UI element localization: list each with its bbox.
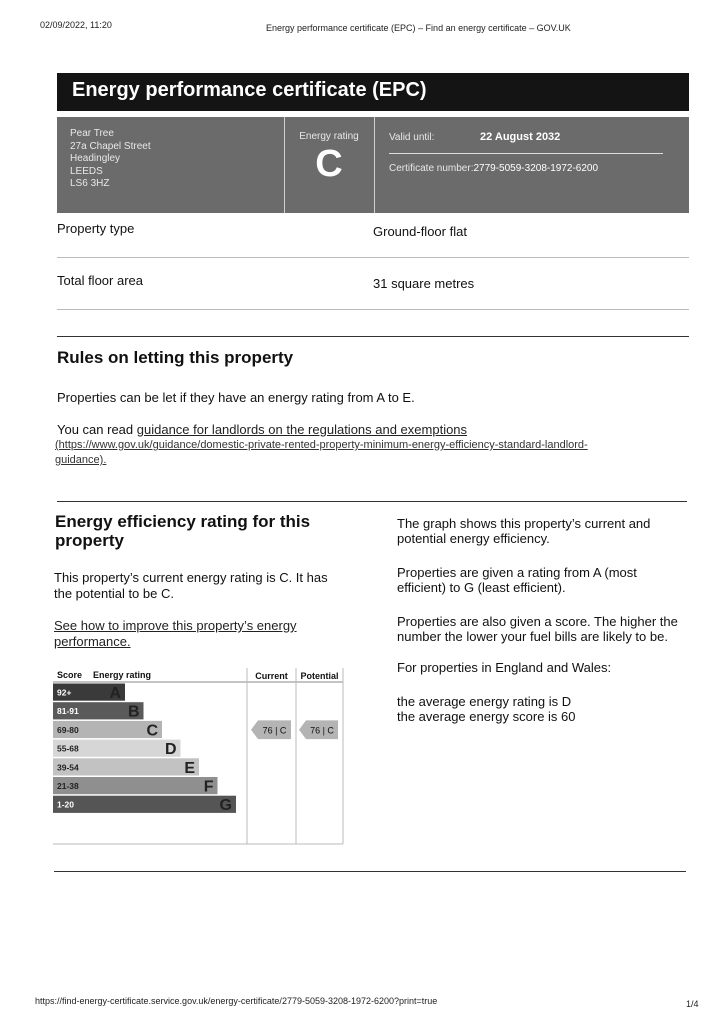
score-explanation (397, 614, 678, 644)
guidance-url[interactable]: (https://www.gov.uk/guidance/domestic-private-rented-property-minimum-energy-efficiency-standard-landlord- (55, 439, 588, 451)
efficiency-heading (55, 512, 310, 550)
explanation-line: Properties are given a rating from A (most (397, 565, 637, 580)
rating-explanation (397, 565, 637, 595)
current-rating-marker-label: 76 | C (262, 725, 287, 736)
valid-until-label: Valid until: (389, 132, 435, 143)
address-line: Headingley (70, 153, 121, 164)
floor-area-value: 31 square metres (373, 276, 475, 291)
page-title: Energy performance certificate (EPC) (57, 73, 689, 111)
explanation-line: potential energy efficiency. (397, 531, 550, 546)
current-rating-text (54, 570, 328, 602)
england-wales-label: For properties in England and Wales: (397, 660, 612, 675)
page-number: 1/4 (686, 999, 699, 1009)
band-score-range: 21-38 (57, 781, 79, 791)
letting-heading: Rules on letting this property (57, 348, 294, 367)
average-score: the average energy score is 60 (397, 709, 576, 724)
property-type-label: Property type (57, 221, 135, 236)
property-type-value: Ground-floor flat (373, 224, 467, 239)
current-rating-line: This property’s current energy rating is C. It has (54, 570, 328, 585)
chart-header-rating: Energy rating (93, 670, 152, 680)
chart-header-score: Score (57, 670, 83, 680)
explanation-line: Properties are also given a score. The higher the (397, 614, 678, 629)
band-score-range: 92+ (57, 687, 72, 698)
print-page-title: Energy performance certificate (EPC) – Find an energy certificate – GOV.UK (266, 23, 571, 33)
band-letter: G (219, 797, 232, 815)
certificate-number-label: Certificate number: (389, 163, 474, 174)
divider (374, 117, 375, 213)
band-letter: B (127, 703, 140, 721)
energy-rating-letter: C (315, 143, 343, 185)
band-letter: A (109, 685, 121, 702)
certificate-number (389, 163, 598, 174)
section-divider (57, 501, 687, 502)
print-datetime: 02/09/2022, 11:20 (40, 20, 112, 30)
improve-link-line[interactable]: See how to improve this property’s energy (54, 618, 297, 633)
averages (397, 694, 576, 724)
valid-until-value: 22 August 2032 (480, 131, 561, 143)
address-line: LEEDS (70, 165, 103, 177)
band-bar (53, 796, 236, 813)
average-rating: the average energy rating is D (397, 694, 572, 709)
band-letter: D (164, 741, 177, 759)
section-divider (54, 871, 686, 872)
certificate-number-value: 2779-5059-3208-1972-6200 (473, 163, 599, 174)
address-line: Pear Tree (70, 128, 114, 139)
band-letter: C (146, 722, 158, 740)
explanation-line: number the lower your fuel bills are likely to be. (397, 629, 668, 644)
improve-link-line[interactable]: performance. (54, 634, 131, 649)
potential-rating-marker-label: 76 | C (310, 725, 334, 736)
divider (57, 309, 689, 310)
section-divider (57, 336, 689, 337)
current-rating-line: the potential to be C. (54, 586, 174, 601)
guidance-paragraph (57, 422, 467, 438)
guidance-link[interactable]: guidance for landlords on the regulations and exemptions (136, 422, 468, 437)
property-address (70, 128, 151, 191)
guidance-url-end[interactable]: guidance). (55, 454, 107, 466)
energy-rating-chart (53, 668, 345, 846)
band-letter: F (203, 778, 214, 796)
graph-explanation (397, 516, 650, 546)
band-score-range: 1-20 (57, 799, 75, 810)
efficiency-heading-line: property (55, 531, 124, 550)
band-score-range: 81-91 (57, 706, 79, 717)
divider (57, 257, 689, 258)
chart-header-current: Current (255, 671, 288, 681)
address-line: LS6 3HZ (70, 178, 110, 189)
print-url: https://find-energy-certificate.service.gov.uk/energy-certificate/2779-5059-3208-1972-6200?print=true (35, 996, 438, 1006)
improve-performance-link[interactable] (54, 618, 297, 650)
divider (389, 153, 663, 154)
efficiency-heading-line: Energy efficiency rating for this (55, 512, 311, 531)
address-line: 27a Chapel Street (70, 140, 151, 152)
energy-rating-label: Energy rating (299, 131, 359, 142)
chart-header-potential: Potential (300, 671, 339, 681)
band-letter: E (184, 759, 195, 777)
band-score-range: 55-68 (57, 743, 79, 754)
floor-area-label: Total floor area (57, 273, 143, 288)
explanation-line: The graph shows this property’s current and (397, 516, 651, 531)
letting-text: Properties can be let if they have an energy rating from A to E. (57, 390, 415, 405)
guidance-prefix: You can read (57, 422, 137, 437)
explanation-line: efficient) to G (least efficient). (397, 580, 566, 595)
band-score-range: 39-54 (57, 762, 79, 773)
band-score-range: 69-80 (57, 724, 79, 735)
